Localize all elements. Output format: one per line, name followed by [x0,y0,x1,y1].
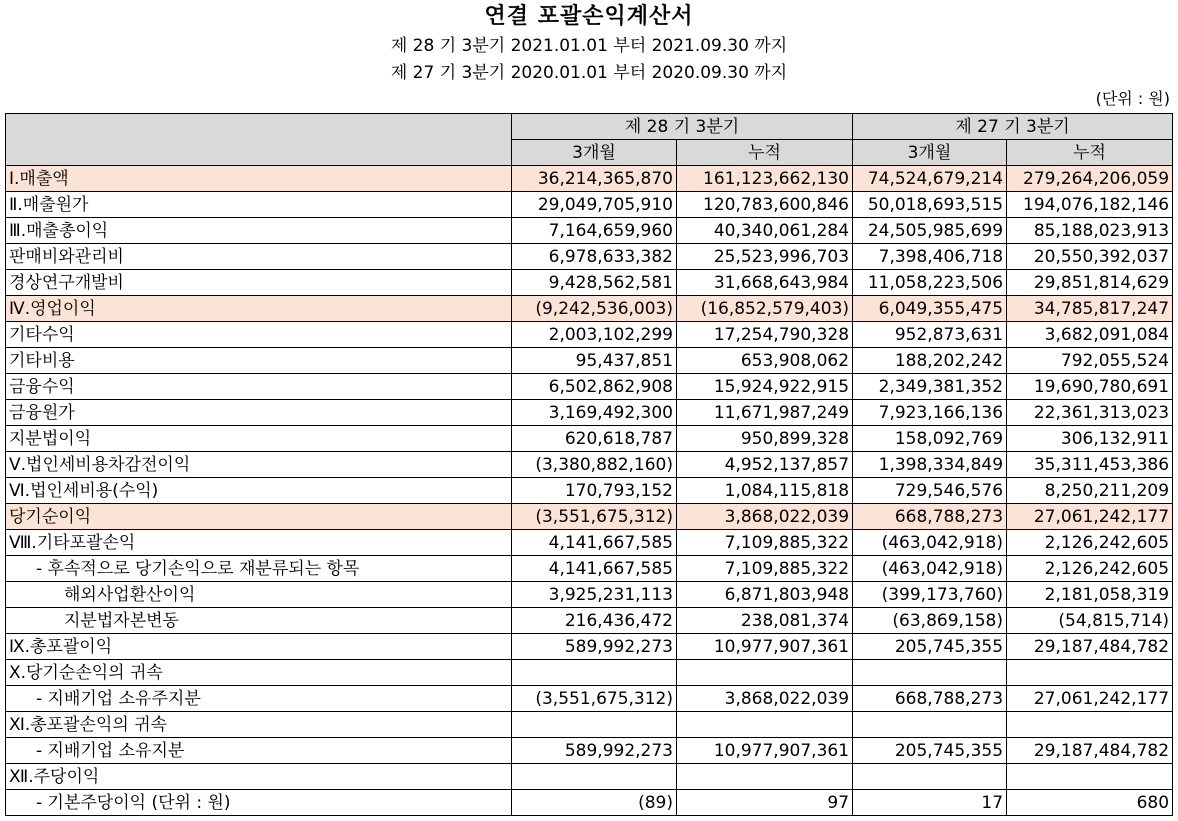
row-label: Ⅻ.주당이익 [6,764,512,790]
row-label: 지분법이익 [6,426,512,452]
row-reclassified-items [6,556,1173,582]
cell-prior-3m [853,660,1007,686]
row-income-tax [6,478,1173,504]
cell-current-cum: 1,084,115,818 [677,478,853,504]
row-income-before-tax [6,452,1173,478]
cell-current-3m: 9,428,562,581 [512,270,677,296]
cell-prior-3m: 2,349,381,352 [853,374,1007,400]
cell-prior-cum: 306,132,911 [1007,426,1173,452]
row-label: Ⅷ.기타포괄손익 [6,530,512,556]
cell-current-cum: 31,668,643,984 [677,270,853,296]
cell-current-3m [512,660,677,686]
cell-current-3m: 589,992,273 [512,634,677,660]
row-label: - 기본주당이익 (단위 : 원) [6,790,512,816]
cell-current-3m: 6,978,633,382 [512,244,677,270]
header-prior-cum: 누적 [1007,140,1173,166]
row-label: 판매비와관리비 [6,244,512,270]
cell-prior-3m: 205,745,355 [853,634,1007,660]
row-gross-profit [6,218,1173,244]
header-prior-3m: 3개월 [853,140,1007,166]
cell-prior-cum: 8,250,211,209 [1007,478,1173,504]
row-net-income-attribution [6,660,1173,686]
row-finance-income [6,374,1173,400]
row-label: Ⅵ.법인세비용(수익) [6,478,512,504]
cell-prior-cum [1007,712,1173,738]
cell-prior-3m: (399,173,760) [853,582,1007,608]
period-prior: 제 27 기 3분기 2020.01.01 부터 2020.09.30 까지 [390,63,788,83]
cell-prior-cum: 19,690,780,691 [1007,374,1173,400]
cell-current-cum: 10,977,907,361 [677,634,853,660]
row-label: - 지배기업 소유주지분 [6,686,512,712]
cell-prior-cum: 27,061,242,177 [1007,504,1173,530]
cell-prior-cum [1007,764,1173,790]
cell-current-cum: 15,924,922,915 [677,374,853,400]
cell-prior-cum: 680 [1007,790,1173,816]
row-total-comprehensive-income [6,634,1173,660]
row-foreign-translation [6,582,1173,608]
row-label: Ⅺ.총포괄손익의 귀속 [6,712,512,738]
header-current-period: 제 28 기 3분기 [512,114,853,140]
cell-current-cum: 10,977,907,361 [677,738,853,764]
cell-current-cum: 40,340,061,284 [677,218,853,244]
cell-current-cum: 25,523,996,703 [677,244,853,270]
cell-current-cum: 17,254,790,328 [677,322,853,348]
cell-current-3m: 3,169,492,300 [512,400,677,426]
row-other-comprehensive-income [6,530,1173,556]
header-row-periods [6,114,1173,140]
cell-current-cum: 653,908,062 [677,348,853,374]
row-label: 경상연구개발비 [6,270,512,296]
cell-current-cum: 6,871,803,948 [677,582,853,608]
row-rnd [6,270,1173,296]
row-other-expenses [6,348,1173,374]
row-label: 금융원가 [6,400,512,426]
row-label: Ⅹ.당기순손익의 귀속 [6,660,512,686]
income-statement-table [5,113,1173,816]
row-label: 당기순이익 [6,504,512,530]
cell-current-cum: 97 [677,790,853,816]
row-label: Ⅱ.매출원가 [6,192,512,218]
row-label: Ⅳ.영업이익 [6,296,512,322]
cell-current-3m: 6,502,862,908 [512,374,677,400]
cell-current-cum: 11,671,987,249 [677,400,853,426]
cell-prior-cum: 34,785,817,247 [1007,296,1173,322]
cell-prior-cum: 2,126,242,605 [1007,556,1173,582]
cell-prior-3m: 668,788,273 [853,686,1007,712]
cell-current-3m: 216,436,472 [512,608,677,634]
cell-prior-cum: 29,187,484,782 [1007,738,1173,764]
cell-current-cum: 161,123,662,130 [677,166,853,192]
cell-prior-cum: 279,264,206,059 [1007,166,1173,192]
cell-current-cum: 4,952,137,857 [677,452,853,478]
cell-prior-3m: 158,092,769 [853,426,1007,452]
row-basic-eps [6,790,1173,816]
row-sga [6,244,1173,270]
cell-prior-3m: 729,546,576 [853,478,1007,504]
row-owners-of-parent-net [6,686,1173,712]
cell-current-3m: 3,925,231,113 [512,582,677,608]
cell-current-3m: (3,551,675,312) [512,504,677,530]
cell-current-cum: (16,852,579,403) [677,296,853,322]
cell-current-cum: 3,868,022,039 [677,504,853,530]
row-label: - 후속적으로 당기손익으로 재분류되는 항목 [6,556,512,582]
header-current-3m: 3개월 [512,140,677,166]
cell-current-3m: 620,618,787 [512,426,677,452]
cell-current-3m: 589,992,273 [512,738,677,764]
cell-current-cum [677,764,853,790]
cell-prior-3m: 205,745,355 [853,738,1007,764]
cell-prior-cum [1007,660,1173,686]
row-revenue [6,166,1173,192]
cell-prior-3m: 6,049,355,475 [853,296,1007,322]
cell-current-cum: 7,109,885,322 [677,556,853,582]
cell-current-cum [677,660,853,686]
cell-current-3m: (3,551,675,312) [512,686,677,712]
cell-current-3m: (3,380,882,160) [512,452,677,478]
cell-current-cum: 7,109,885,322 [677,530,853,556]
cell-current-cum: 3,868,022,039 [677,686,853,712]
row-equity-method-income [6,426,1173,452]
cell-prior-3m: 7,398,406,718 [853,244,1007,270]
row-label: 지분법자본변동 [6,608,512,634]
row-label: Ⅰ.매출액 [6,166,512,192]
cell-current-3m [512,764,677,790]
cell-prior-3m: 7,923,166,136 [853,400,1007,426]
statement-title: 연결 포괄손익계산서 [484,4,694,29]
row-finance-costs [6,400,1173,426]
cell-current-cum: 120,783,600,846 [677,192,853,218]
row-label: 해외사업환산이익 [6,582,512,608]
row-earnings-per-share [6,764,1173,790]
row-label: - 지배기업 소유지분 [6,738,512,764]
row-other-income [6,322,1173,348]
cell-current-cum [677,712,853,738]
row-label: 금융수익 [6,374,512,400]
cell-prior-3m: 74,524,679,214 [853,166,1007,192]
cell-current-3m: 29,049,705,910 [512,192,677,218]
cell-current-3m: (9,242,536,003) [512,296,677,322]
row-operating-income [6,296,1173,322]
row-cost-of-sales [6,192,1173,218]
header-prior-period: 제 27 기 3분기 [853,114,1173,140]
cell-prior-cum: 194,076,182,146 [1007,192,1173,218]
cell-prior-3m [853,764,1007,790]
cell-current-3m: (89) [512,790,677,816]
cell-current-3m [512,712,677,738]
cell-prior-cum: 35,311,453,386 [1007,452,1173,478]
row-owners-of-parent-comprehensive [6,738,1173,764]
cell-prior-cum: 27,061,242,177 [1007,686,1173,712]
row-equity-method-capital [6,608,1173,634]
cell-prior-cum: 85,188,023,913 [1007,218,1173,244]
cell-prior-cum: 2,126,242,605 [1007,530,1173,556]
cell-current-3m: 95,437,851 [512,348,677,374]
cell-current-3m: 36,214,365,870 [512,166,677,192]
period-current: 제 28 기 3분기 2021.01.01 부터 2021.09.30 까지 [390,36,788,56]
cell-current-cum: 950,899,328 [677,426,853,452]
cell-prior-3m: (463,042,918) [853,530,1007,556]
cell-current-3m: 4,141,667,585 [512,530,677,556]
cell-prior-3m: 24,505,985,699 [853,218,1007,244]
row-label: Ⅸ.총포괄이익 [6,634,512,660]
cell-prior-cum: 29,187,484,782 [1007,634,1173,660]
cell-current-cum: 238,081,374 [677,608,853,634]
cell-prior-cum: 20,550,392,037 [1007,244,1173,270]
cell-prior-cum: 792,055,524 [1007,348,1173,374]
cell-prior-cum: (54,815,714) [1007,608,1173,634]
cell-prior-cum: 3,682,091,084 [1007,322,1173,348]
row-label: Ⅲ.매출총이익 [6,218,512,244]
cell-prior-3m: (63,869,158) [853,608,1007,634]
cell-prior-3m: 1,398,334,849 [853,452,1007,478]
row-label: Ⅴ.법인세비용차감전이익 [6,452,512,478]
header-current-cum: 누적 [677,140,853,166]
row-net-income [6,504,1173,530]
cell-prior-cum: 22,361,313,023 [1007,400,1173,426]
cell-prior-cum: 2,181,058,319 [1007,582,1173,608]
cell-current-3m: 2,003,102,299 [512,322,677,348]
cell-prior-3m: 188,202,242 [853,348,1007,374]
cell-current-3m: 4,141,667,585 [512,556,677,582]
row-label: 기타수익 [6,322,512,348]
cell-prior-3m: 11,058,223,506 [853,270,1007,296]
row-label: 기타비용 [6,348,512,374]
unit-label: (단위 : 원) [1095,89,1170,108]
cell-prior-3m: (463,042,918) [853,556,1007,582]
cell-prior-3m [853,712,1007,738]
row-comprehensive-income-attribution [6,712,1173,738]
cell-prior-3m: 50,018,693,515 [853,192,1007,218]
cell-prior-cum: 29,851,814,629 [1007,270,1173,296]
cell-prior-3m: 668,788,273 [853,504,1007,530]
header-account-cell [6,114,512,166]
cell-current-3m: 170,793,152 [512,478,677,504]
cell-current-3m: 7,164,659,960 [512,218,677,244]
cell-prior-3m: 17 [853,790,1007,816]
cell-prior-3m: 952,873,631 [853,322,1007,348]
